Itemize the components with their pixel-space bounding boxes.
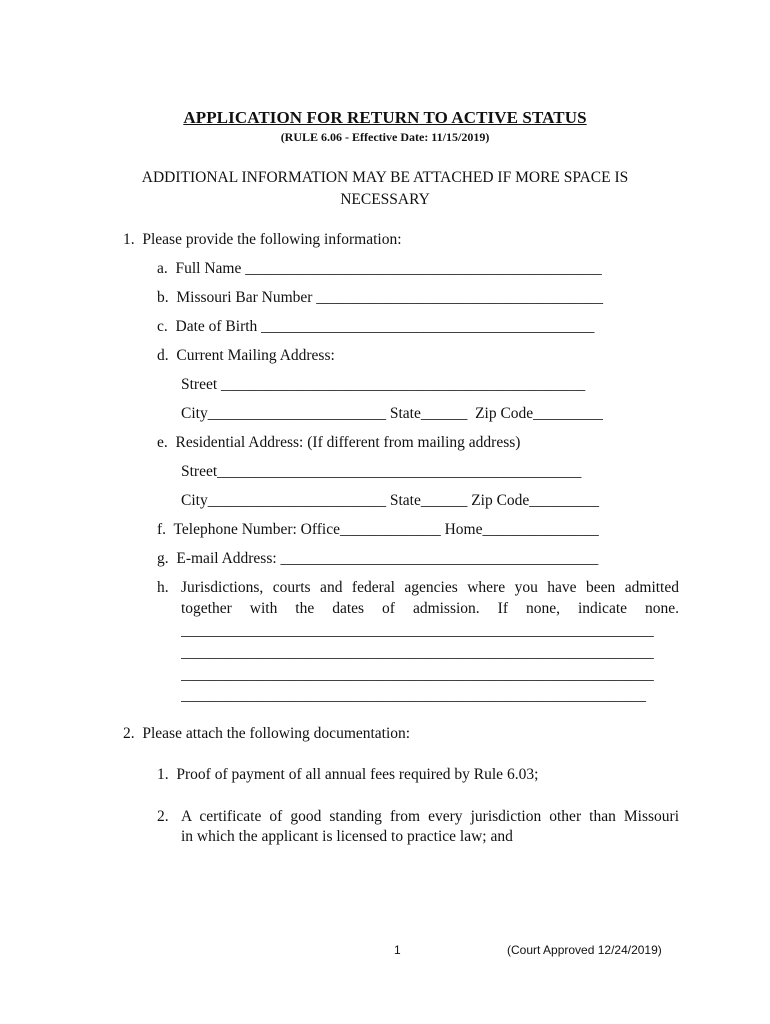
mailing-address-label: d. Current Mailing Address: bbox=[157, 347, 335, 364]
section-2-heading: 2. Please attach the following documentation: bbox=[123, 725, 411, 742]
bar-number-field: b. Missouri Bar Number _____________________________________ bbox=[157, 289, 604, 306]
good-standing-line-1: A certificate of good standing from every jurisdiction other than Missouri bbox=[181, 808, 679, 825]
jurisdictions-text-line-2: together with the dates of admission. If none, indicate none. bbox=[181, 600, 679, 617]
page-number: 1 bbox=[394, 943, 401, 957]
jurisdictions-blank-line: _____________________________________________________________ bbox=[181, 666, 654, 683]
jurisdictions-blank-line: ____________________________________________________________ bbox=[181, 687, 646, 704]
jurisdictions-marker: h. bbox=[157, 579, 169, 596]
date-of-birth-field: c. Date of Birth ___________________________________________ bbox=[157, 318, 595, 335]
form-subtitle: (RULE 6.06 - Effective Date: 11/15/2019) bbox=[280, 130, 490, 144]
telephone-field: f. Telephone Number: Office_____________ Home_______________ bbox=[157, 521, 599, 538]
section-1-heading: 1. Please provide the following information: bbox=[123, 231, 402, 248]
residential-city-state-zip-field: City_______________________ State______ Zip Code_________ bbox=[181, 492, 600, 509]
jurisdictions-text-line-1: Jurisdictions, courts and federal agencies where you have been admitted bbox=[181, 579, 679, 596]
mailing-city-state-zip-field: City_______________________ State______ Zip Code_________ bbox=[181, 405, 603, 422]
court-approval-note: (Court Approved 12/24/2019) bbox=[507, 943, 662, 957]
mailing-street-field: Street _______________________________________________ bbox=[181, 376, 586, 393]
good-standing-line-2: in which the applicant is licensed to practice law; and bbox=[181, 828, 513, 845]
residential-street-field: Street_______________________________________________ bbox=[181, 463, 582, 480]
good-standing-marker: 2. bbox=[157, 808, 169, 825]
fee-payment-item: 1. Proof of payment of all annual fees required by Rule 6.03; bbox=[157, 766, 539, 783]
jurisdictions-blank-line: _____________________________________________________________ bbox=[181, 622, 654, 639]
full-name-field: a. Full Name ______________________________________________ bbox=[157, 260, 602, 277]
form-title: APPLICATION FOR RETURN TO ACTIVE STATUS bbox=[183, 108, 587, 127]
email-field: g. E-mail Address: _________________________________________ bbox=[157, 550, 599, 567]
attachment-notice: ADDITIONAL INFORMATION MAY BE ATTACHED IF MORE SPACE IS NECESSARY bbox=[141, 169, 629, 208]
jurisdictions-blank-line: _____________________________________________________________ bbox=[181, 644, 654, 661]
residential-address-label: e. Residential Address: (If different from mailing address) bbox=[157, 434, 521, 451]
